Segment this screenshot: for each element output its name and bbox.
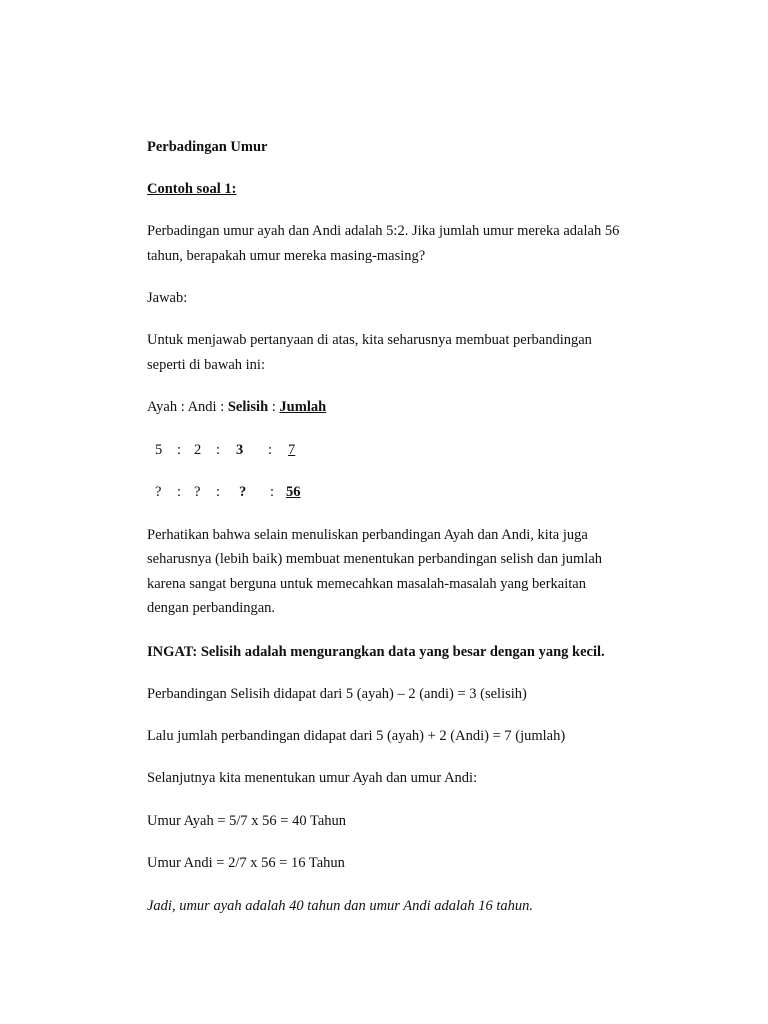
note-line-1: Perhatikan bahwa selain menuliskan perbandingan Ayah dan Andi, kita juga — [147, 527, 588, 543]
header-ayah: Ayah — [147, 399, 178, 415]
separator: : — [177, 484, 182, 500]
ratio-header — [147, 395, 326, 420]
cell: 2 — [194, 442, 202, 458]
separator: : — [216, 484, 221, 500]
intro-line-2: seperti di bawah ini: — [147, 357, 265, 373]
separator: : — [271, 399, 276, 415]
separator: : — [180, 399, 185, 415]
conclusion: Jadi, umur ayah adalah 40 tahun dan umur Andi adalah 16 tahun. — [147, 898, 533, 914]
note-line-3: karena sangat berguna untuk memecahkan masalah-masalah yang berkaitan — [147, 576, 586, 592]
cell: 56 — [286, 484, 301, 500]
cell: ? — [194, 484, 201, 500]
question-line-2: tahun, berapakah umur mereka masing-masing? — [147, 248, 426, 264]
example-heading: Contoh soal 1: — [147, 181, 237, 197]
separator: : — [177, 442, 182, 458]
header-jumlah: Jumlah — [279, 399, 327, 415]
cell: ? — [155, 484, 162, 500]
header-selisih: Selisih — [227, 399, 269, 415]
separator: : — [270, 484, 275, 500]
cell: 7 — [288, 442, 296, 458]
step-1: Perbandingan Selisih didapat dari 5 (ayah) – 2 (andi) = 3 (selisih) — [147, 686, 527, 702]
step-3: Selanjutnya kita menentukan umur Ayah dan umur Andi: — [147, 770, 478, 786]
separator: : — [220, 399, 225, 415]
note-line-4: dengan perbandingan. — [147, 600, 276, 616]
answer-label: Jawab: — [147, 290, 188, 306]
cell: 3 — [236, 442, 244, 458]
cell: 5 — [155, 442, 163, 458]
intro-line-1: Untuk menjawab pertanyaan di atas, kita seharusnya membuat perbandingan — [147, 332, 592, 348]
remember-note: INGAT: Selisih adalah mengurangkan data yang besar dengan yang kecil. — [147, 644, 605, 660]
cell: ? — [239, 484, 247, 500]
step-4: Umur Ayah = 5/7 x 56 = 40 Tahun — [147, 813, 347, 829]
step-5: Umur Andi = 2/7 x 56 = 16 Tahun — [147, 855, 345, 871]
separator: : — [268, 442, 273, 458]
question-line-1: Perbadingan umur ayah dan Andi adalah 5:2. Jika jumlah umur mereka adalah 56 — [147, 223, 620, 239]
separator: : — [216, 442, 221, 458]
header-andi: Andi — [187, 399, 217, 415]
step-2: Lalu jumlah perbandingan didapat dari 5 (ayah) + 2 (Andi) = 7 (jumlah) — [147, 728, 566, 744]
note-line-2: seharusnya (lebih baik) membuat menentukan perbandingan selish dan jumlah — [147, 551, 603, 567]
document-title: Perbadingan Umur — [147, 139, 268, 155]
